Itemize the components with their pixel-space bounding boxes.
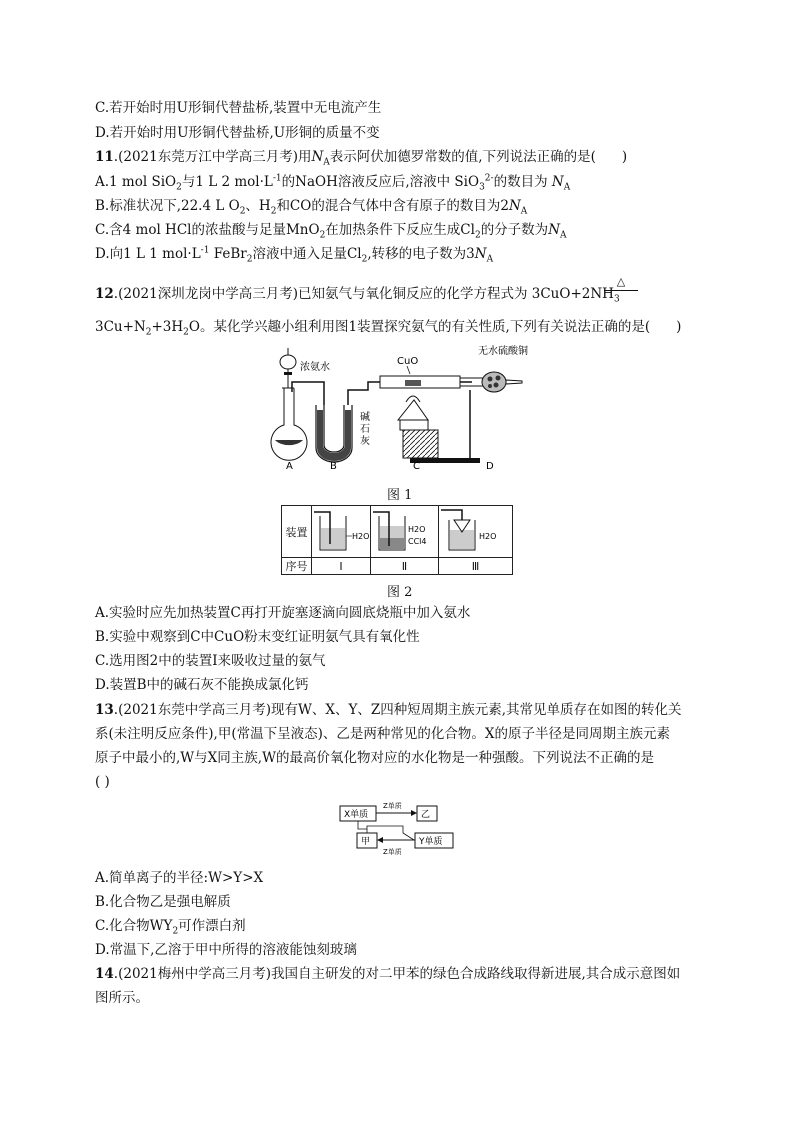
- connector-x: [358, 821, 367, 829]
- text: 的数目为: [493, 174, 548, 190]
- soda-lime: [317, 410, 351, 461]
- sub: 2: [176, 182, 182, 193]
- q11-source: .(2021东莞万江中学高三月考): [113, 149, 298, 165]
- sub: 2: [474, 230, 481, 241]
- text: C.化合物WY: [95, 918, 173, 934]
- q12-text: .(2021深圳龙岗中学高三月考)已知氨气与氧化铜反应的化学方程式为 3CuO+2NH: [113, 286, 614, 302]
- option-d-prev: D.若开始时用U形铜代替盐桥,U形铜的质量不变: [95, 125, 380, 141]
- text: D.向1 L 1 mol·L: [95, 246, 201, 262]
- q11-option-d: [95, 245, 493, 263]
- text: 可作漂白剂: [178, 918, 246, 934]
- sub: 2: [361, 254, 368, 265]
- q14-number: 14: [95, 966, 114, 982]
- sub: 2: [319, 230, 326, 241]
- beaker-2-label-top: H2O: [408, 525, 426, 534]
- sup: 2-: [484, 173, 494, 184]
- sub: A: [520, 206, 528, 217]
- heat-triangle: △: [616, 275, 626, 288]
- text: 3Cu+N: [95, 319, 146, 335]
- sub: 2: [145, 327, 152, 338]
- q13-stem-4: ( ): [95, 774, 110, 790]
- sub: 2: [246, 254, 253, 265]
- sub: 2: [172, 926, 179, 937]
- fig2-device-1: [312, 506, 371, 558]
- beaker-1-icon: [312, 506, 370, 554]
- sub: A: [560, 230, 567, 241]
- label-lime-3: 灰: [360, 436, 370, 447]
- na-symbol: N: [474, 246, 487, 262]
- na-symbol: N: [508, 198, 521, 214]
- fig2-num-2: Ⅱ: [371, 558, 439, 575]
- q12-number: 12: [95, 286, 114, 302]
- q11-option-a: [95, 173, 570, 191]
- text: +3H: [151, 319, 184, 335]
- q11-stem: [95, 148, 627, 166]
- q14-text-1: .(2021梅州中学高三月考)我国自主研发的对二甲苯的绿色合成路线取得新进展,其合成示意图如: [113, 966, 681, 982]
- sub: 2: [239, 206, 246, 217]
- reaction-condition: [604, 276, 638, 291]
- q13-text-1: .(2021东莞中学高三月考)现有W、X、Y、Z四种短周期主族元素,其常见单质存在如图的转化关: [113, 702, 682, 718]
- label-b: B: [330, 461, 337, 472]
- figure-1-apparatus: [260, 340, 530, 475]
- label-cuso4: 无水硫酸铜: [478, 346, 528, 357]
- beaker-3-label: H2O: [479, 532, 497, 541]
- q12-option-c: C.选用图2中的装置Ⅰ来吸收过量的氨气: [95, 653, 326, 669]
- label-c: C: [413, 461, 420, 472]
- cuo-powder: [405, 380, 421, 386]
- beaker-3-icon: [439, 506, 512, 554]
- q11-text-b: 表示阿伏加德罗常数的值,下列说法正确的是(: [329, 149, 596, 165]
- sub: 2: [183, 327, 189, 338]
- q12-stem-2: [95, 318, 681, 336]
- text: O。某化学兴趣小组利用图1装置探究氨气的有关性质,下列有关说法正确的是(: [188, 319, 651, 335]
- fig2-num-3: Ⅲ: [439, 558, 513, 575]
- label-z-top: Z单质: [383, 802, 402, 810]
- sub: 3: [613, 294, 620, 305]
- fig2-row2-head: 序号: [282, 558, 312, 575]
- q12-option-a: A.实验时应先加热装置C再打开旋塞逐滴向圆底烧瓶中加入氨水: [95, 605, 471, 621]
- sub: 3: [479, 182, 485, 193]
- funnel-stopcock: [284, 372, 292, 375]
- text: B.标准状况下,22.4 L O: [95, 198, 240, 214]
- label-ammonia: 浓氨水: [300, 362, 330, 373]
- text: 的NaOH溶液反应后,溶液中 SiO: [281, 174, 480, 190]
- na-sub: A: [323, 157, 330, 168]
- label-yi: 乙: [421, 810, 431, 820]
- q13-stem-2: 系(未注明反应条件),甲(常温下呈液态)、乙是两种常见的化合物。X的原子半径是同周期主族元素: [95, 726, 670, 742]
- sub: A: [486, 254, 494, 265]
- flask-a-contents: [275, 440, 303, 445]
- q12-option-b: B.实验中观察到C中CuO粉末变红证明氨气具有氧化性: [95, 629, 420, 645]
- support-block: [403, 430, 438, 458]
- q11-text: 用: [297, 149, 312, 165]
- label-z-bottom: Z单质: [383, 848, 402, 856]
- text: 、H: [245, 198, 271, 214]
- q12-stem: [95, 285, 620, 303]
- text: 与1 L 2 mol·L: [181, 174, 273, 190]
- q13-option-a: A.简单离子的半径:W>Y>X: [95, 870, 264, 886]
- text: ,转移的电子数为3: [367, 246, 475, 262]
- text: 在加热条件下反应生成Cl: [325, 222, 475, 238]
- label-jia: 甲: [361, 837, 371, 847]
- na-symbol: N: [551, 174, 564, 190]
- stand-base: [410, 458, 480, 463]
- q12-option-d: D.装置B中的碱石灰不能换成氯化钙: [95, 677, 309, 693]
- q13-transformation-diagram: [335, 796, 460, 856]
- figure-2-caption: 图 2: [387, 585, 413, 600]
- beaker-1-label: H2O: [352, 532, 370, 541]
- q13-stem-3: 原子中最小的,W与X同主族,W的最高价氧化物对应的水化物是一种强酸。下列说法不正确的是: [95, 750, 654, 766]
- q14-stem-1: [95, 965, 680, 983]
- fig2-device-2: [371, 506, 439, 558]
- option-c-prev: C.若开始时用U形铜代替盐桥,装置中无电流产生: [95, 100, 382, 116]
- q11-close: ): [621, 149, 628, 165]
- fig2-device-3: [439, 506, 513, 558]
- sup: -1: [200, 245, 210, 256]
- sup: -1: [272, 173, 282, 184]
- q11-number: 11: [95, 149, 114, 165]
- label-lime-2: 石: [360, 424, 370, 435]
- q13-option-c: [95, 917, 246, 935]
- drying-tube-d: [482, 372, 506, 392]
- fig2-num-1: Ⅰ: [312, 558, 371, 575]
- q11-option-c: [95, 221, 567, 239]
- beaker-2-label-bottom: CCl4: [408, 537, 427, 546]
- funnel-bulb: [280, 355, 296, 369]
- flask-a: [271, 388, 307, 460]
- q13-option-b: B.化合物乙是强电解质: [95, 894, 231, 910]
- burner-cap: [398, 400, 428, 420]
- sub: 2: [270, 206, 277, 217]
- text: 溶液中通入足量Cl: [252, 246, 362, 262]
- na-symbol: N: [311, 149, 324, 165]
- label-lime-1: 碱: [360, 412, 370, 423]
- text: 的分子数为: [480, 222, 549, 238]
- q13-option-d: D.常温下,乙溶于甲中所得的溶液能蚀刻玻璃: [95, 942, 357, 958]
- text: C.含4 mol HCl的浓盐酸与足量MnO: [95, 222, 320, 238]
- figure-2-table: [281, 505, 513, 575]
- q11-option-b: [95, 197, 527, 215]
- tube-b-c: [348, 382, 380, 405]
- q14-stem-2: 图所示。: [95, 990, 149, 1006]
- label-y-element: Y单质: [419, 837, 443, 847]
- label-cuo: CuO: [397, 356, 419, 367]
- text: FeBr: [213, 246, 247, 262]
- tube-a-b: [292, 382, 324, 405]
- q13-stem-1: [95, 701, 682, 719]
- figure-1-caption: 图 1: [387, 488, 413, 503]
- na-symbol: N: [548, 222, 560, 238]
- label-x-element: X单质: [344, 810, 369, 820]
- label-a: A: [286, 461, 293, 472]
- beaker-2-icon: [371, 506, 438, 554]
- label-d: D: [486, 461, 494, 472]
- text: ): [676, 319, 682, 335]
- q13-number: 13: [95, 702, 114, 718]
- text: A.1 mol SiO: [95, 174, 177, 190]
- fig2-row1-head: 装置: [282, 506, 312, 558]
- sub: A: [563, 182, 571, 193]
- text: 和CO的混合气体中含有原子的数目为2: [276, 198, 509, 214]
